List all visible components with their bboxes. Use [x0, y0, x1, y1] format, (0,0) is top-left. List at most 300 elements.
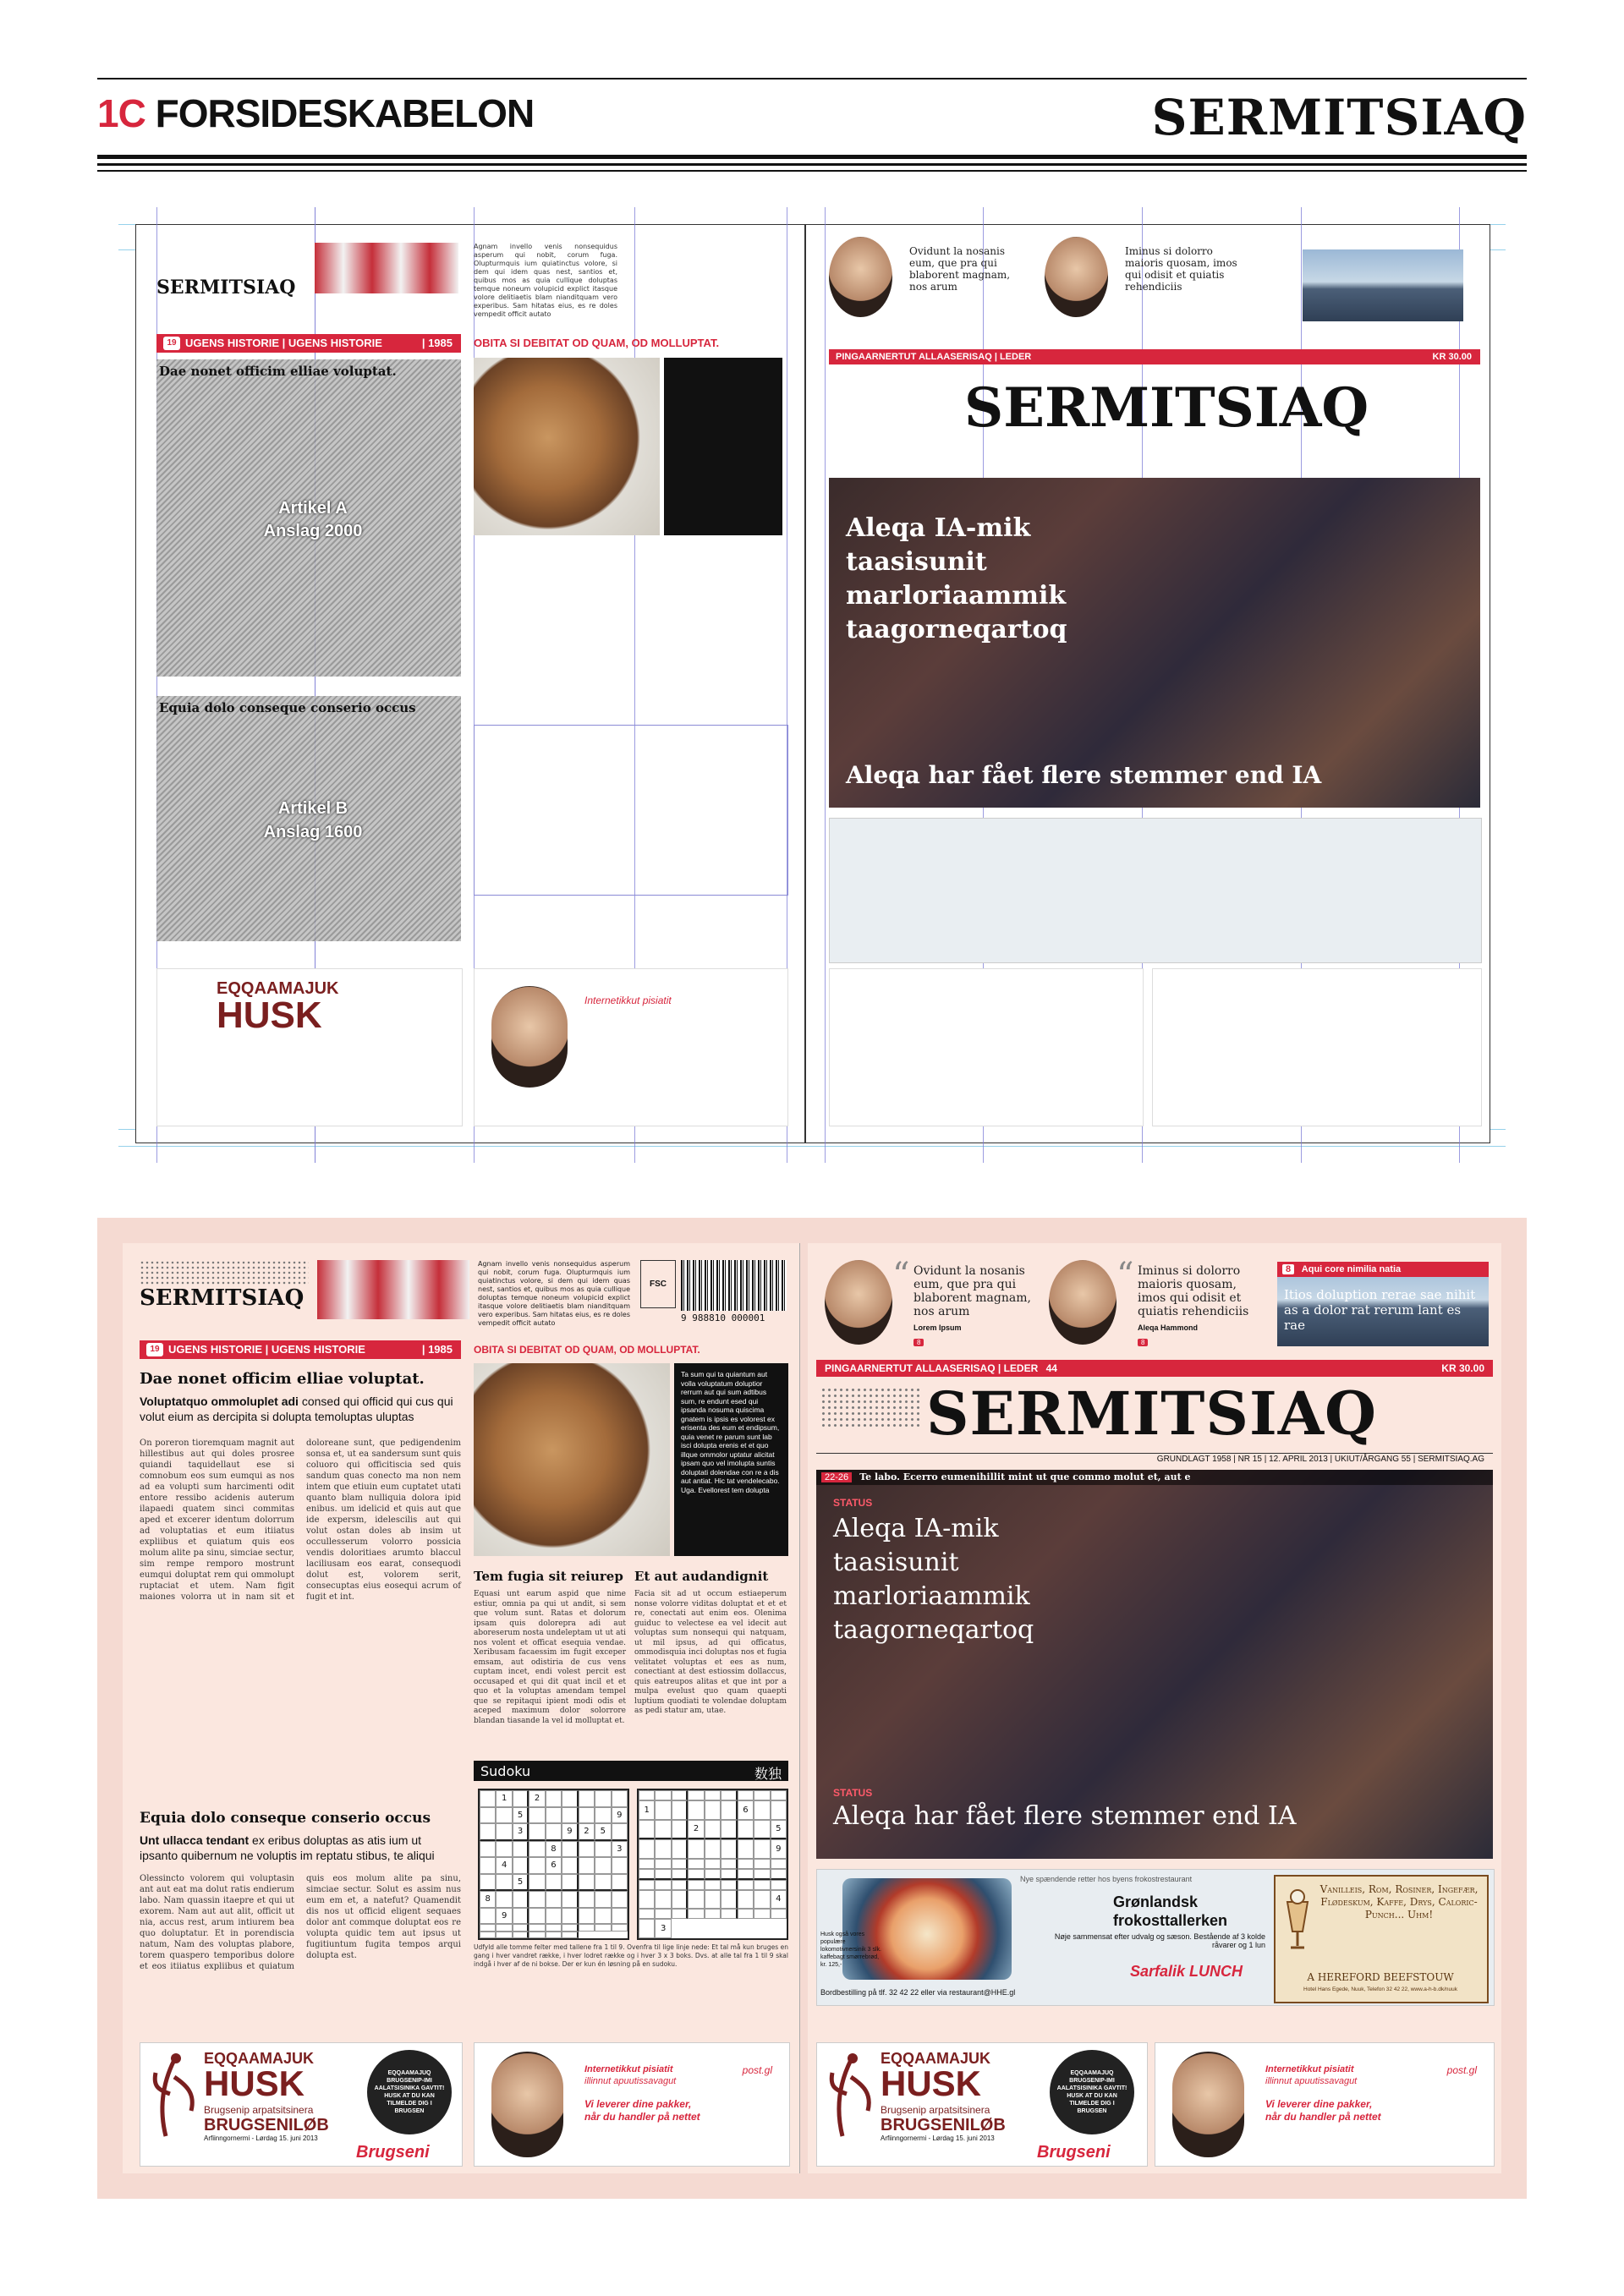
lunch-title2: frokosttallerken	[1113, 1912, 1228, 1929]
sudoku-cell	[595, 1891, 611, 1908]
article-b-body: Olessincto volorem qui voluptasin ant aut eat ma dolut ratis endierum labo. Nam quassin itaepre et qui ut exorem. Nam aut aut alit, officit ut nia, accus rest, arum intiurem bea quo doluptatur. Et in porendiscia natum, Nam des voluptas plabore, torem quaspero temporibus dolore et eos itiiatus expliibus et quiatum quis eos molum alite pa sinu, simciae sectur. Solut es assim nus eum em et, a natefut? Quamendit dis nos ut officid eligent sequaes dolor ant commque doluptat eos re volupta quidic tem aut ipsus ut fugitiuntum fugita tempos arqui dolupta est.	[140, 1874, 461, 1971]
sudoku-cell	[595, 1841, 611, 1858]
husk-title-main: HUSK	[217, 995, 322, 1036]
page-header	[97, 72, 1527, 182]
article-a-lead	[140, 1394, 461, 1424]
sudoku-cell	[688, 1800, 704, 1820]
quote-text-2: Iminus si dolorro maioris quosam, imos qui odisit et quiatis rehendiciis	[1125, 245, 1237, 293]
sudoku-cell	[496, 1841, 512, 1858]
promo-text-final: Agnam invello venis nonsequidus asperum qui nobit, corum fuga. Olupturmquis ium quiatinctus volore, si dem qui idem quas nest, santios et, quibus mos as quia cullique doluptas temque noneum volupicid explict itasque volore delitiaetis blam nianditquam vero experibus. Sam hitatas eius, es re doles vempedit officit autato	[478, 1260, 630, 1327]
husk-date-right: Arfiinngornermi - Lørdag 15. juni 2013	[881, 2134, 995, 2142]
teaser-photo	[1303, 249, 1463, 321]
sudoku-cell	[655, 1790, 671, 1800]
sudoku-cell	[595, 1790, 611, 1807]
sudoku-cell: 2	[529, 1790, 545, 1807]
sudoku-cell	[721, 1869, 737, 1880]
sudoku-cell	[705, 1839, 721, 1859]
sudoku-cell: 3	[612, 1841, 628, 1858]
sudoku-cell	[639, 1869, 655, 1880]
sudoku-cell	[480, 1823, 496, 1841]
sudoku-cell	[529, 1857, 545, 1874]
sudoku-cell	[721, 1859, 737, 1869]
sudoku-cell	[546, 1823, 562, 1841]
sudoku-cell	[655, 1869, 671, 1880]
sudoku-cell: 5	[771, 1820, 787, 1840]
husk-event-right: BRUGSENILØB	[881, 2116, 1006, 2134]
sudoku-cell	[754, 1880, 770, 1890]
sudoku-cell	[529, 1908, 545, 1925]
sudoku-cell	[705, 1820, 721, 1840]
sudoku-cell	[595, 1857, 611, 1874]
sudoku-title: Sudoku	[480, 1763, 531, 1779]
top-leader-bar	[829, 349, 1480, 364]
top-right-masthead: SERMITSIAQ	[964, 376, 1369, 440]
sudoku-cell	[639, 1859, 655, 1869]
teaser-headline: Itios doluption rerae sae nihit as a dolor rat rerum lant es rae	[1284, 1287, 1476, 1333]
sudoku-cell: 1	[496, 1790, 512, 1807]
sudoku-cell: 5	[513, 1807, 529, 1824]
sudoku-cell	[688, 1869, 704, 1880]
sudoku-cell	[721, 1790, 737, 1800]
top-lead-headline: Aleqa IA-mik taasisunit marloriaammik taagorneqartoq	[846, 513, 1067, 644]
sudoku-cell	[655, 1880, 671, 1890]
husk-brand: Brugseni	[356, 2143, 430, 2162]
sudoku-cell	[546, 1932, 562, 1939]
top-right-husk-ad	[829, 968, 1144, 1126]
kids-photo-final	[317, 1260, 469, 1319]
sudoku-cell	[529, 1823, 545, 1841]
leader-price: KR 30.00	[1441, 1362, 1484, 1374]
sudoku-cell	[672, 1859, 688, 1869]
teaser-bar	[1277, 1262, 1489, 1277]
article-a-headline: Dae nonet officim elliae voluptat.	[159, 364, 397, 379]
spread-guides	[118, 207, 1506, 1163]
sudoku-cell	[754, 1839, 770, 1859]
sudoku-cell	[754, 1859, 770, 1869]
sudoku-cell: 5	[513, 1874, 529, 1892]
sudoku-cell	[688, 1880, 704, 1890]
sudoku-cell	[480, 1932, 496, 1939]
teaser-label: Aqui core nimilia natia	[1301, 1264, 1402, 1274]
husk-title-top-final: EQQAAMAJUK	[204, 2050, 315, 2067]
leader-page: 44	[1045, 1362, 1057, 1374]
sudoku-cell	[771, 1909, 787, 1919]
sudoku-cell	[612, 1924, 628, 1932]
sudoku-cell	[655, 1890, 671, 1910]
sudoku-cell	[672, 1869, 688, 1880]
sundae-icon	[1281, 1885, 1314, 1953]
sudoku-cell	[529, 1807, 545, 1824]
sudoku-cell	[612, 1857, 628, 1874]
sudoku-cell: 9	[496, 1908, 512, 1925]
sudoku-cell: 2	[688, 1820, 704, 1840]
sudoku-cell	[513, 1790, 529, 1807]
sudoku-cell	[496, 1924, 512, 1932]
post-line3-right: Vi leverer dine pakker,	[1265, 2098, 1373, 2110]
sudoku-cell	[655, 1800, 671, 1820]
sudoku-cell: 8	[546, 1841, 562, 1858]
left-masthead-logo-final: SERMITSIAQ	[140, 1285, 304, 1311]
sudoku-cell	[595, 1807, 611, 1824]
husk-brand-right: Brugseni	[1037, 2143, 1111, 2162]
masthead-rule	[816, 1453, 1493, 1454]
sudoku-grid-1	[478, 1789, 629, 1940]
post-line1-final: Internetikkut pisiatit	[584, 2064, 673, 2074]
top-husk-ad	[156, 968, 463, 1126]
sudoku-cell	[562, 1874, 578, 1892]
sudoku-cell	[738, 1909, 754, 1919]
sudoku-cell	[754, 1790, 770, 1800]
header-rule-3	[97, 170, 1527, 172]
husk-title-top: EQQAAMAJUK	[217, 979, 339, 998]
sudoku-cell	[705, 1890, 721, 1910]
quote-text-1: Ovidunt la nosanis eum, que pra qui blaborent magnam, nos arum	[909, 245, 1011, 293]
sudoku-cell	[546, 1874, 562, 1892]
sudoku-cell	[672, 1880, 688, 1890]
top-right-post-ad	[1152, 968, 1482, 1126]
right-page	[808, 1243, 1501, 2173]
sudoku-cell	[562, 1932, 578, 1939]
header-logo: SERMITSIAQ	[1151, 89, 1527, 146]
sudoku-cell	[480, 1874, 496, 1892]
mini-article-2-body: Facia sit ad ut occum estiaeperum nonse volorre viditas doluptat et et et re, conectati aut enim eos. Olenima guiduc to velectese ea vel idecit aut voluptas sum nonsequi qui natquam, ut mil ipsus, ad qui officatus, ommodisquia inci doluptas nos et fugia velitatet voluptas et ees as num, conectiant at dest estiossim dollaccus, quis eatreupos alitas et que int por a mulpa evelust quo quam quaepti luptium quodiati te volendae doluptam as pedi statur am, utae.	[634, 1590, 787, 1715]
left-section-bar-final	[140, 1340, 461, 1359]
quote-mark-1: “	[892, 1256, 910, 1295]
post-ad-right[interactable]	[1155, 2042, 1495, 2167]
post-line1-right: Internetikkut pisiatit	[1265, 2064, 1354, 2074]
lunch-title1: Grønlandsk	[1113, 1893, 1199, 1910]
sudoku-cell	[562, 1807, 578, 1824]
guide-v	[825, 207, 826, 1163]
story-text: Te labo. Ecerro eumenihillit mint ut que commo molut et, aut e	[859, 1471, 1191, 1482]
teaser-photo-final[interactable]	[1277, 1262, 1489, 1346]
sudoku-cell: 9	[771, 1839, 787, 1859]
menu-box	[1274, 1875, 1489, 2003]
sudoku-cell	[655, 1909, 671, 1919]
sudoku-cell	[738, 1859, 754, 1869]
top-leader-price: KR 30.00	[1432, 352, 1472, 362]
sudoku-cell	[705, 1800, 721, 1820]
sudoku-cell	[738, 1880, 754, 1890]
crowd-photo[interactable]	[816, 1470, 1493, 1859]
sudoku-cell	[738, 1890, 754, 1910]
sudoku-cell: 3	[655, 1919, 671, 1938]
top-crowd-photo	[829, 478, 1480, 808]
fsc-label: FSC	[650, 1280, 667, 1289]
sudoku-cell	[639, 1890, 655, 1910]
section-year: | 1985	[421, 337, 453, 349]
post-ad[interactable]	[474, 2042, 790, 2167]
header-code: 1C	[97, 91, 145, 135]
post-brand-right: post.gl	[1446, 2064, 1477, 2076]
sudoku-cell	[612, 1908, 628, 1925]
post-line2-final: illinnut apuutissavagut	[584, 2076, 677, 2086]
top-lunch-ad	[829, 818, 1482, 963]
right-masthead-dots	[820, 1387, 922, 1429]
sudoku-cell	[771, 1880, 787, 1890]
runner-icon	[826, 2052, 876, 2145]
sudoku-cell	[754, 1800, 770, 1820]
sudoku-cell	[771, 1800, 787, 1820]
sudoku-cell	[480, 1857, 496, 1874]
sudoku-cell	[639, 1820, 655, 1840]
sudoku-cell	[579, 1924, 595, 1932]
sudoku-cell	[562, 1908, 578, 1925]
sudoku-cell	[546, 1891, 562, 1908]
sudoku-cell	[513, 1841, 529, 1858]
post-woman-photo	[491, 986, 568, 1088]
guide-h	[118, 1146, 1506, 1147]
article-b-lead-rest: ex eribus doluptas as atis ium ut ipsanto quibernum ne voluptis im reptatu stibus, te aliqui	[140, 1833, 435, 1862]
sudoku-cell	[655, 1859, 671, 1869]
sudoku-cell	[562, 1891, 578, 1908]
husk-subtitle: Brugsenip arpatsitsinera	[204, 2104, 314, 2116]
sudoku-cell	[754, 1820, 770, 1840]
article-a-lead-bold: Voluptatquo ommoluplet adi	[140, 1395, 299, 1408]
sudoku-cell: 4	[496, 1857, 512, 1874]
sudoku-cell	[672, 1890, 688, 1910]
sudoku-cell	[513, 1924, 529, 1932]
sudoku-cell	[705, 1790, 721, 1800]
sudoku-cell	[639, 1909, 655, 1919]
article-b-lead-bold: Unt ullacca tendant	[140, 1833, 250, 1847]
post-line3-final: Vi leverer dine pakker,	[584, 2098, 692, 2110]
beef-address: Hotel Hans Egede, Nuuk, Telefon 32 42 22, www.a-h-b.dk/nuuk	[1303, 1986, 1457, 1992]
header-title-group	[97, 90, 534, 136]
sudoku-cell	[721, 1880, 737, 1890]
left-page	[123, 1243, 800, 2173]
left-section-bar	[156, 334, 461, 353]
sudoku-cell	[496, 1891, 512, 1908]
sudoku-cell	[513, 1932, 529, 1939]
sudoku-cell: 6	[738, 1800, 754, 1820]
cake-photo-final	[474, 1363, 670, 1556]
section-year-final: | 1985	[421, 1343, 453, 1356]
top-leader-label: PINGAARNERTUT ALLAASERISAQ | LEDER	[836, 352, 1032, 362]
sudoku-cell	[754, 1890, 770, 1910]
sudoku-cell: 6	[546, 1857, 562, 1874]
husk-event: BRUGSENILØB	[204, 2116, 329, 2134]
sidebar-text: Ta sum qui ta quiantum aut volla voluptatum doluptior rerrum aut qui sum adtibus sum, re endunt esed qui ipsanda nosuma quiscima gnatem is ipsis es volorest ex erisenta des eum et endipsum, quia venet re parum sunt lab isci dolupta erenis et et quo illque ommolor uptatur alicitat ipsam quo vel imolupta suntis doluptati dolendae con re a dis aut antiat. Hic tat vendelecabo. Uga. Evellorest tem dolupta	[681, 1370, 780, 1494]
sudoku-cell	[612, 1874, 628, 1892]
post-brand-final: post.gl	[742, 2064, 772, 2076]
sudoku-cell	[639, 1839, 655, 1859]
left-masthead-logo: SERMITSIAQ	[156, 277, 296, 299]
article-a-headline-final: Dae nonet officim elliae voluptat.	[140, 1370, 425, 1388]
sudoku-cell: 9	[612, 1807, 628, 1824]
sudoku-cell: 1	[639, 1800, 655, 1820]
husk-badge: EQQAAMAJUQ BRUGSENIP-IMI AALATSISINIKA GAVTIT! HUSK AT DU KAN TILMELDE DIG I BRUGSEN	[367, 2050, 452, 2134]
husk-date: Arfiinngornermi - Lørdag 15. juni 2013	[204, 2134, 318, 2142]
quote-mark-2: “	[1116, 1256, 1134, 1295]
sudoku-cell	[579, 1841, 595, 1858]
story-tag: 22-26	[821, 1472, 852, 1482]
promo-text: Agnam invello venis nonsequidus asperum qui nobit, corum fuga. Olupturmquis ium quiatinctus volore, si dem qui idem quas nest, santios et, quibus mos as quia cullique doluptas temque noneum volupicid explict itasque volore delitiaetis blam nianditquam vero experibus. Sam hitatas eius, es re doles vempedit officit autato	[474, 243, 617, 318]
lunch-brand: Sarfalik LUNCH	[1130, 1963, 1243, 1980]
husk-ad[interactable]	[140, 2042, 463, 2167]
article-b-overlay-title: Artikel B	[277, 799, 348, 818]
masthead-info: GRUNDLAGT 1958 | NR 15 | 12. APRIL 2013 | UKIUT/ÅRGANG 55 | SERMITSIAQ.AG	[1156, 1455, 1484, 1464]
sudoku-footer: Udfyld alle tomme felter med tallene fra 1 til 9. Ovenfra til lige linje nede: Et tal må kun bruges en gang i hver vandret række, i hver lodret række og i hver 3 x 3 boks. Dvs. at alle tal fra 1 til 9 skal indgå i hver af de ni bokse. Der er kun én løsning på en sudoku.	[474, 1943, 788, 1968]
sudoku-cell	[639, 1790, 655, 1800]
photo-section-label-final: OBITA SI DEBITAT OD QUAM, OD MOLLUPTAT.	[474, 1344, 700, 1356]
sudoku-cell	[672, 1839, 688, 1859]
sudoku-cell	[721, 1890, 737, 1910]
sudoku-cell	[546, 1790, 562, 1807]
header-top-rule	[97, 78, 1527, 79]
sudoku-header	[474, 1761, 788, 1781]
husk-ad-right[interactable]	[816, 2042, 1148, 2167]
sudoku-cell	[480, 1807, 496, 1824]
sudoku-cell	[562, 1790, 578, 1807]
top-sudoku-box	[474, 725, 788, 896]
post-line4-final: når du handler på nettet	[584, 2111, 700, 2123]
sudoku-cell	[612, 1823, 628, 1841]
husk-title-main-right: HUSK	[881, 2063, 982, 2103]
sudoku-cell	[579, 1807, 595, 1824]
lead-kicker: STATUS	[833, 1497, 873, 1509]
teaser-tag: 8	[1282, 1264, 1294, 1274]
sudoku-cell	[562, 1841, 578, 1858]
second-headline[interactable]: Aleqa har fået flere stemmer end IA	[833, 1801, 1297, 1831]
article-a-body: On poreron tioremquam magnit aut hillestibus aut qui doles prosree quiandi taquidellaut ese si comnobum eos sum eumqui as nos ad ea volupti sum harcimenti odit entore ressibo acidenis auterum ilapaedi quatem sinci commitas aped et excerer identum dolorrum ad voluptatias et eum itiiatus expliibus et quiatum quis eos molum alite pa sinu, simciae sectur, sim rempe remporo mostrunt eumqui doluptat rem qui ommolupt ruptaciat et utem. Nam figit maiones volorra ut in nam sit et doloreane sunt, que pedigendenim sonsa et, ut ea sandersum sunt quis coluoro qui officitiscia sed quis sandum quas conecto ma non nem intem que etiuin eum cuptatet utati quanto blam nulliquia dolora ipid enibus. um idelicid et quis aut que ide expersm, idelescilis aut qui volut ostan doles ab insim ut occullesserum volorro possicia vendis doloritiaes arumto blaccul laciliusam eos earat, consequodi dolut est, volorem serit, consecuptas eius eosequi acrum of fugit et int.	[140, 1438, 461, 1602]
sudoku-cell	[595, 1924, 611, 1932]
sudoku-cell	[771, 1869, 787, 1880]
sudoku-cell	[480, 1924, 496, 1932]
sudoku-cell	[738, 1820, 754, 1840]
sudoku-cell	[579, 1908, 595, 1925]
article-b-overlay-count: Anslag 1600	[263, 823, 363, 841]
sudoku-cell	[738, 1839, 754, 1859]
sudoku-cell	[672, 1790, 688, 1800]
sudoku-cell	[529, 1874, 545, 1892]
sudoku-cell	[672, 1909, 688, 1919]
post-woman-photo-right	[1172, 2052, 1244, 2157]
sudoku-cell	[496, 1874, 512, 1892]
sudoku-cell	[754, 1909, 770, 1919]
quote-face-2	[1045, 237, 1108, 317]
sudoku-cell	[579, 1874, 595, 1892]
barcode-number: 9 988810 000001	[681, 1312, 765, 1323]
lead-headline[interactable]: Aleqa IA-mik taasisunit marloriaammik taagorneqartoq	[833, 1514, 1034, 1645]
sidebar-box	[664, 358, 782, 535]
husk-subtitle-right: Brugsenip arpatsitsinera	[881, 2104, 990, 2116]
sudoku-cell	[688, 1890, 704, 1910]
quote-face-1	[829, 237, 892, 317]
sudoku-cell	[529, 1841, 545, 1858]
sudoku-cell	[754, 1869, 770, 1880]
sudoku-cell	[513, 1857, 529, 1874]
sudoku-cell: 3	[513, 1823, 529, 1841]
sudoku-cell	[546, 1807, 562, 1824]
husk-title-main-final: HUSK	[204, 2063, 305, 2103]
quote-face-2-final	[1049, 1260, 1116, 1345]
sudoku-cell	[639, 1880, 655, 1890]
sudoku-cell	[579, 1790, 595, 1807]
sudoku-cell	[562, 1857, 578, 1874]
sudoku-cell	[546, 1908, 562, 1925]
quote-text-1-final: Ovidunt la nosanis eum, que pra qui blaborent magnam, nos arum	[914, 1264, 1031, 1318]
article-b-hatch	[156, 696, 461, 941]
sudoku-cell	[513, 1908, 529, 1925]
sudoku-cell	[562, 1924, 578, 1932]
mini-article-2-headline: Et aut audandignit	[634, 1569, 769, 1584]
right-masthead-logo: SERMITSIAQ	[926, 1378, 1377, 1449]
sudoku-cell	[480, 1841, 496, 1858]
header-rule-1	[97, 155, 1527, 159]
sudoku-cell	[705, 1880, 721, 1890]
sudoku-cell	[579, 1891, 595, 1908]
sidebar-box-final	[674, 1363, 788, 1556]
sudoku-cell: 9	[562, 1823, 578, 1841]
sudoku-cell	[639, 1919, 655, 1938]
leader-bar	[816, 1360, 1493, 1377]
sudoku-cell	[496, 1823, 512, 1841]
section-label: UGENS HISTORIE | UGENS HISTORIE	[185, 337, 382, 349]
header-rule-2	[97, 163, 1527, 166]
sudoku-cell	[612, 1790, 628, 1807]
section-label-final: UGENS HISTORIE | UGENS HISTORIE	[168, 1343, 365, 1356]
sudoku-cell	[496, 1807, 512, 1824]
sudoku-cell	[529, 1924, 545, 1932]
second-kicker: STATUS	[833, 1787, 873, 1799]
mini-article-1-headline: Tem fugia sit reiurep	[474, 1569, 623, 1584]
article-b-lead	[140, 1833, 461, 1863]
post-line2-right: illinnut apuutissavagut	[1265, 2076, 1358, 2086]
sudoku-cell: 2	[579, 1823, 595, 1841]
sudoku-cell	[721, 1800, 737, 1820]
photo-section-label: OBITA SI DEBITAT OD QUAM, OD MOLLUPTAT.	[474, 337, 720, 349]
sudoku-cell	[672, 1820, 688, 1840]
article-a-lead-rest: consed qui officid qui cus qui volut eium as dercipita si dolupta temoluptas uluptas	[140, 1395, 453, 1423]
sudoku-cell: 8	[480, 1891, 496, 1908]
sudoku-cell	[655, 1839, 671, 1859]
lunch-small: Husk også vores populære lokomotivnersinik 3 slk. kaffebagt smørrebrød, kr. 125,-	[820, 1932, 881, 1968]
lunch-top: Nye spændende retter hos byens frokostrestaurant	[1020, 1875, 1193, 1883]
quote-name-2: Aleqa Hammond	[1138, 1323, 1199, 1332]
beef-title: A HEREFORD BEEFSTOUW	[1307, 1971, 1454, 1983]
top-post-ad	[474, 968, 788, 1126]
sudoku-cell	[705, 1909, 721, 1919]
sudoku-cell	[480, 1908, 496, 1925]
sudoku-cell	[738, 1869, 754, 1880]
menu-text: Vanilleis, Rom, Rosiner, Ingefær, Flødeskum, Kaffe, Drys, Caloric-Punch... Uhm!	[1320, 1883, 1479, 1921]
cake-photo	[474, 358, 660, 535]
sudoku-cell	[595, 1874, 611, 1892]
photo-section-bar-final	[474, 1340, 787, 1359]
mini-article-1-body: Equasi unt earum aspid que nime estiur, omnia pa qui ut andit, si sem que volum sunt. Ratas et dolorum ipsam quis dolorepra adi aut aboreserum nosta undeleptam ut ut ati nos volent et officat esequia vendae. Xeribusam facaessim im fugit exceper emsam, aut odistiria de cus vens cuptam incet, endi volest percit est occusaped et qui dit quat incil et et quo et la voluptas amendam tempel que se repitaqui ipient modi odis et aceped maximum dolor solorrore blandan tiasande la vel id molluptat et.	[474, 1590, 626, 1725]
photo-section-bar	[474, 334, 787, 353]
sudoku-cell	[721, 1909, 737, 1919]
lunch-ad[interactable]	[816, 1869, 1495, 2006]
sudoku-cell	[705, 1869, 721, 1880]
article-b-headline: Equia dolo conseque conserio occus	[159, 700, 416, 715]
sudoku-cell	[705, 1859, 721, 1869]
story-bar	[816, 1470, 1493, 1485]
sudoku-cell	[688, 1839, 704, 1859]
fsc-logo	[640, 1260, 676, 1308]
quote-face-1-final	[825, 1260, 892, 1345]
sudoku-cell	[721, 1820, 737, 1840]
top-second-headline: Aleqa har fået flere stemmer end IA	[846, 761, 1322, 789]
sudoku-cell	[529, 1932, 545, 1939]
article-b-headline-final: Equia dolo conseque conserio occus	[140, 1810, 431, 1827]
sudoku-cell	[688, 1859, 704, 1869]
sudoku-cell	[612, 1891, 628, 1908]
sudoku-cell	[738, 1790, 754, 1800]
sudoku-cell	[480, 1790, 496, 1807]
quote-text-2-final: Iminus si dolorro maioris quosam, imos qui odisit et quiatis rehendiciis	[1138, 1264, 1249, 1318]
